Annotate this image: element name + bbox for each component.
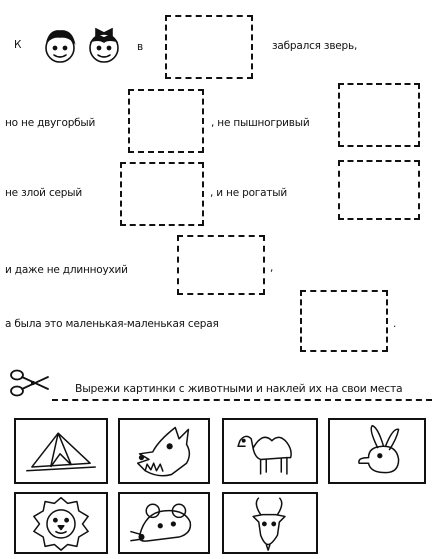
text-a-byla: а была это маленькая-маленькая серая xyxy=(5,318,219,330)
scissors-icon xyxy=(8,367,50,399)
picture-wolf xyxy=(118,418,210,484)
answer-box-1 xyxy=(165,15,253,79)
answer-box-4 xyxy=(120,162,204,226)
cut-line xyxy=(52,399,432,401)
answer-box-3 xyxy=(338,83,420,147)
instruction-text: Вырежи картинки с животными и наклей их на свои места xyxy=(75,382,403,395)
text-v: в xyxy=(137,41,143,53)
text-zabralsya: забрался зверь, xyxy=(272,40,358,52)
answer-box-7 xyxy=(300,290,388,352)
picture-camel xyxy=(222,418,318,484)
picture-tent xyxy=(14,418,108,484)
answer-box-2 xyxy=(128,89,204,153)
text-ne-pyshnogrivyi: , не пышногривый xyxy=(211,117,310,129)
text-k: К xyxy=(14,39,22,51)
text-comma: , xyxy=(270,262,274,274)
picture-lion xyxy=(14,492,108,554)
text-i-ne-rogatyi: , и не рогатый xyxy=(210,187,287,199)
picture-goat xyxy=(222,492,318,554)
text-ne-zloi-seryi: не злой серый xyxy=(5,187,82,199)
answer-box-6 xyxy=(177,235,265,295)
answer-box-5 xyxy=(338,160,420,220)
picture-hare xyxy=(328,418,426,484)
text-period: . xyxy=(393,318,397,330)
text-ne-dvugorbyi: но не двугорбый xyxy=(5,117,96,129)
picture-rat xyxy=(118,492,210,554)
two-children-faces-icon xyxy=(38,24,130,66)
text-i-dazhe: и даже не длинноухий xyxy=(5,264,128,276)
